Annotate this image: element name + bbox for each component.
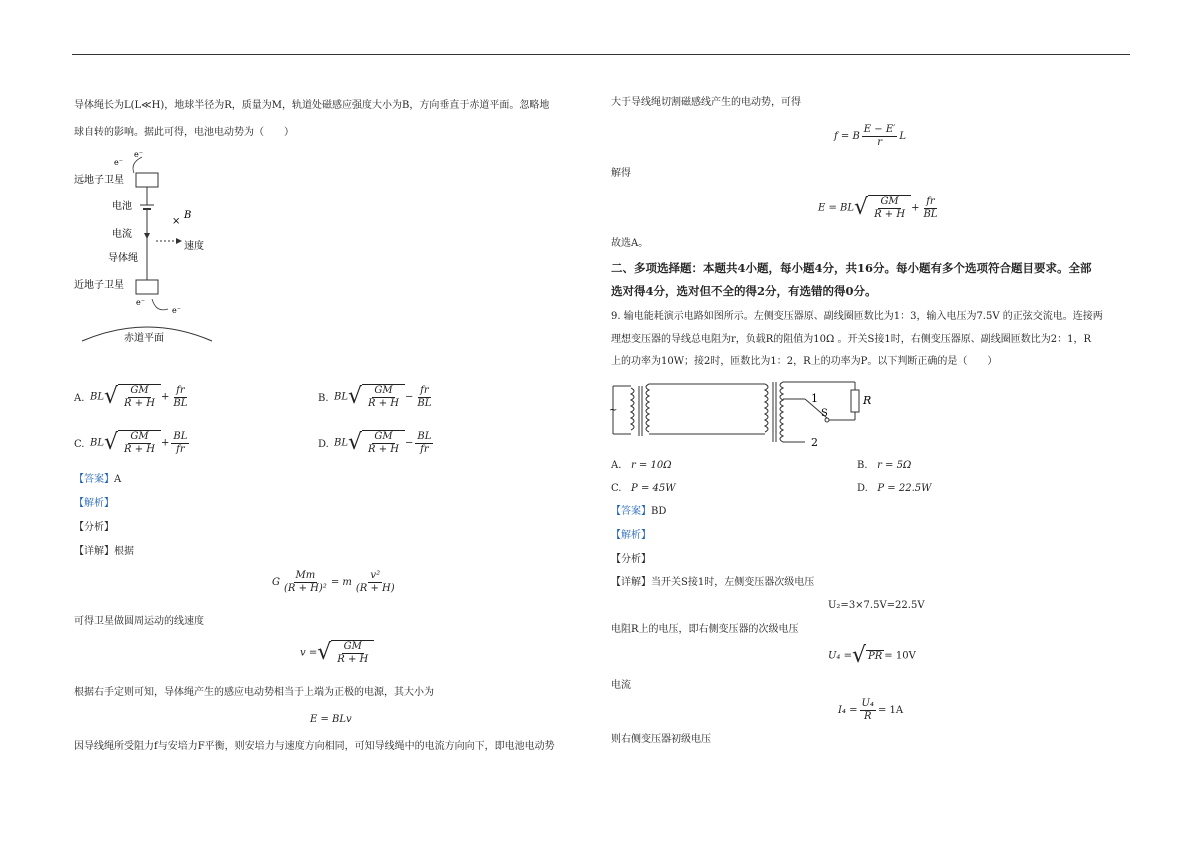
choose-line: 故选A。 — [611, 238, 649, 249]
q9-line-3: 上的功率为10W；接2时，匝数比为1：2，R上的功率为P。以下判断正确的是（ ） — [611, 356, 998, 367]
q9-option-c[interactable]: C. P = 45W — [611, 483, 676, 494]
text-current: 电流 — [611, 680, 631, 691]
q9-fenxi: 【分析】 — [611, 554, 651, 565]
equation-emf: E = BLv — [310, 714, 352, 725]
section-header-2: 选对得4分，选对但不全的得2分，有选错的得0分。 — [611, 284, 877, 298]
fig-e4: e⁻ — [172, 306, 181, 315]
option-a-label: A. — [74, 393, 85, 404]
ac-source-icon: ~ — [609, 405, 618, 416]
right-line-1: 大于导线绳切割磁感线产生的电动势，可得 — [611, 97, 801, 108]
terminal-1: 1 — [811, 392, 818, 405]
fenxi-tag: 【分析】 — [74, 522, 114, 533]
q9-answer-value: BD — [651, 506, 667, 517]
intro-line-1: 导体绳长为L(L≪H)，地球半径为R，质量为M，轨道处磁感应强度大小为B，方向垂直于赤道平面。忽略地 — [74, 100, 550, 111]
option-c-label: C. — [74, 439, 85, 450]
option-b[interactable]: BL √ $\frac{GM}{R + H}$ − $\frac{fr}{BL}$ — [334, 384, 432, 409]
equation-i4: I₄ = $\frac{\text{U₄}}{R}$ = 1A — [838, 698, 904, 722]
q9-option-a[interactable]: A. r = 10Ω — [611, 460, 672, 471]
fig-e3: e⁻ — [136, 298, 145, 307]
fig-rope: 导体绳 — [108, 253, 138, 264]
q9-option-d[interactable]: D. P = 22.5W — [857, 483, 932, 494]
intro-line-2: 球自转的影响。据此可得，电池电动势为（ ） — [74, 127, 294, 138]
text-voltage-r: 电阻R上的电压，即右侧变压器的次级电压 — [611, 624, 799, 635]
terminal-2: 2 — [811, 436, 818, 449]
analysis-tag: 【解析】 — [74, 498, 114, 509]
q9-answer-line — [611, 505, 666, 519]
detail-line: 【详解】根据 — [74, 546, 134, 557]
text-right-hand: 根据右手定则可知，导体绳产生的感应电动势相当于上端为正极的电源，其大小为 — [74, 687, 434, 698]
fig-current: 电流 — [112, 229, 132, 240]
solve-label: 解得 — [611, 168, 631, 179]
equation-gravity: G $\frac{Mm}{\text{(R + H)²}}$ = m $\frac{\text{v²}}{(R + H)}$ — [272, 570, 395, 594]
answer-tag: 【答案】 — [74, 474, 114, 485]
resistor-label: R — [863, 394, 872, 407]
circuit-diagram — [605, 378, 885, 450]
fig-x-mark: × — [172, 216, 181, 227]
text-force: 因导线绳所受阻力f与安培力F平衡，则安培力与速度方向相同，可知导线绳中的电流方向向下，即电池电动势 — [74, 741, 555, 752]
fig-b: B — [184, 210, 192, 221]
fig-far-sat: 远地子卫星 — [74, 175, 124, 186]
q9-option-b[interactable]: B. r = 5Ω — [857, 460, 912, 471]
option-d[interactable]: BL √ $\frac{GM}{R + H}$ − $\frac{BL}{fr}$ — [334, 430, 432, 455]
text-velocity: 可得卫星做圆周运动的线速度 — [74, 616, 204, 627]
fig-battery: 电池 — [112, 201, 132, 212]
q9-answer-tag: 【答案】 — [611, 506, 651, 517]
fig-e1: e⁻ — [114, 158, 123, 167]
header-rule — [72, 54, 1130, 55]
text-last: 则右侧变压器初级电压 — [611, 734, 711, 745]
equation-u4: U₄ = √ PR = 10V — [828, 643, 916, 668]
fig-near-sat: 近地子卫星 — [74, 280, 124, 291]
answer-line — [74, 473, 121, 487]
satellite-figure — [72, 145, 252, 350]
q9-detail: 【详解】当开关S接1时，左侧变压器次级电压 — [611, 577, 815, 588]
current-arrow-icon — [144, 233, 150, 239]
option-d-label: D. — [318, 439, 329, 450]
equation-u2: U₂=3×7.5V=22.5V — [828, 600, 925, 611]
option-c[interactable]: BL √ $\frac{GM}{R + H}$ + $\frac{BL}{fr}$ — [90, 430, 188, 455]
q9-line-2: 理想变压器的导线总电阻为r，负载R的阻值为10Ω 。开关S接1时，右侧变压器原、副线圈匝数比为2：1，R — [611, 334, 1091, 345]
resistor-icon — [851, 390, 859, 412]
section-header-1: 二、多项选择题：本题共4小题，每小题4分，共16分。每小题有多个选项符合题目要求。全部 — [611, 261, 1092, 275]
fig-equator: 赤道平面 — [124, 333, 164, 344]
option-b-label: B. — [318, 393, 329, 404]
option-a[interactable]: BL √ $\frac{GM}{R + H}$ + $\frac{fr}{BL}$ — [90, 384, 188, 409]
q9-analysis-tag: 【解析】 — [611, 530, 651, 541]
speed-arrow-icon — [176, 238, 182, 244]
arrow-path — [133, 157, 142, 173]
switch-label: S — [821, 408, 828, 419]
equation-result: E = BL √ $\frac{GM}{R + H}$ + $\frac{fr}{BL}$ — [818, 195, 938, 220]
equation-velocity: v = √ $\frac{GM}{R + H}$ — [300, 640, 374, 666]
q9-line-1: 9. 输电能耗演示电路如图所示。左侧变压器原、副线圈匝数比为1：3，输入电压为7.5V 的正弦交流电。连接两 — [611, 311, 1103, 322]
equation-force: f = B $\frac{E - E'}{r}$ L — [834, 124, 907, 148]
fig-speed: 速度 — [184, 241, 204, 252]
fig-e2: e⁻ — [134, 150, 143, 159]
answer-value: A — [114, 474, 122, 485]
